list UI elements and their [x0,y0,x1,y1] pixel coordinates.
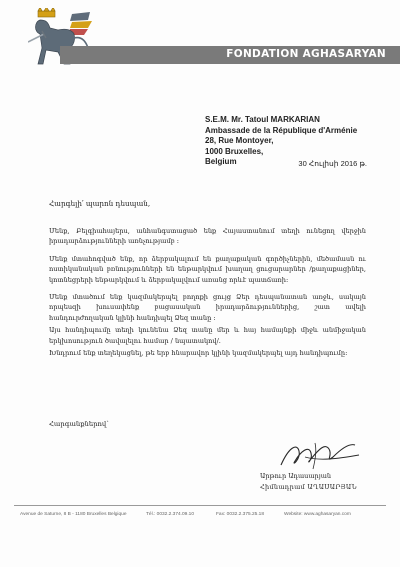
footer-divider [14,505,386,506]
recipient-name: S.E.M. Mr. Tatoul MARKARIAN [205,115,320,124]
letterhead-bar [60,46,400,64]
recipient-city: 1000 Bruxelles, [205,146,264,156]
paragraph-5: Խնդրում ենք տեղեկացնել, թե երբ հնարավոր կլինի կազմակերպել այդ հանդիպումը: [49,349,348,358]
letter-greeting: Հարգելի՛ պարոն դեսպան, [49,199,151,208]
recipient-embassy: Ambassade de la République d'Arménie [205,125,358,135]
signer-title: Արթուր Ադասարյան [260,472,332,480]
recipient-country: Belgium [205,157,237,166]
letter-body [49,226,366,365]
foundation-title: FONDATION AGHASARYAN [226,48,386,60]
paragraph-3: Մենք մտածում ենք կազմակերպել բողոքի ցույց Ձեր դեսպանատան առջև, սակայն որպեսզի խուսափենք բացասական իրադարձություններից, շատ ավելի հանդուրժողական կլինի հանդիպել Ձեզ տանը : [49,293,366,322]
footer-address: Avenue de Saturne, 8 B - 1180 Bruxelles Belgique [20,512,127,517]
handwritten-signature [275,437,365,473]
footer-website: Website: www.aghasaryan.com [284,512,351,517]
paragraph-1: Մենք, Բելգիահայերս, անհանգստացած ենք Հայաստանում տեղի ունեցող վերջին իրադարձությունների առնչությամբ : [49,227,366,246]
paragraph-2: Մենք մտահոգված ենք, որ ձերբակալում են քաղաքական գործիչներին, մեծամասն ու ոստիկանական բռնությունների են ենթարկվում խաղաղ ցուցարարներ /քաղաքացիներ, կոտնեցրերի ենթարկվում և ձերբակալվում առանց որևէ պատճառի: [49,254,366,284]
signer-name: Հիմնադրամ ԱՂԱՍԱՐՅԱՆ [260,483,357,491]
letter-date: 30 Հուլիսի 2016 թ. [298,159,367,168]
paragraph-4: Այս հանդիպումը տեղի կունենա Ձեզ տանը մեր և հայ համայնքի միջև անմիջական երկխոսություն ծավալելու համար / նպատակով/. [49,326,366,345]
recipient-street: 28, Rue Montoyer, [205,136,274,145]
signer-block [260,471,357,493]
letter-closing: Հարգանքներով՝ [49,420,109,428]
footer-fax: Fax: 0032.2.375.25.18 [216,512,265,517]
footer-phone: Tél.: 0032.2.374.09.10 [146,512,195,517]
